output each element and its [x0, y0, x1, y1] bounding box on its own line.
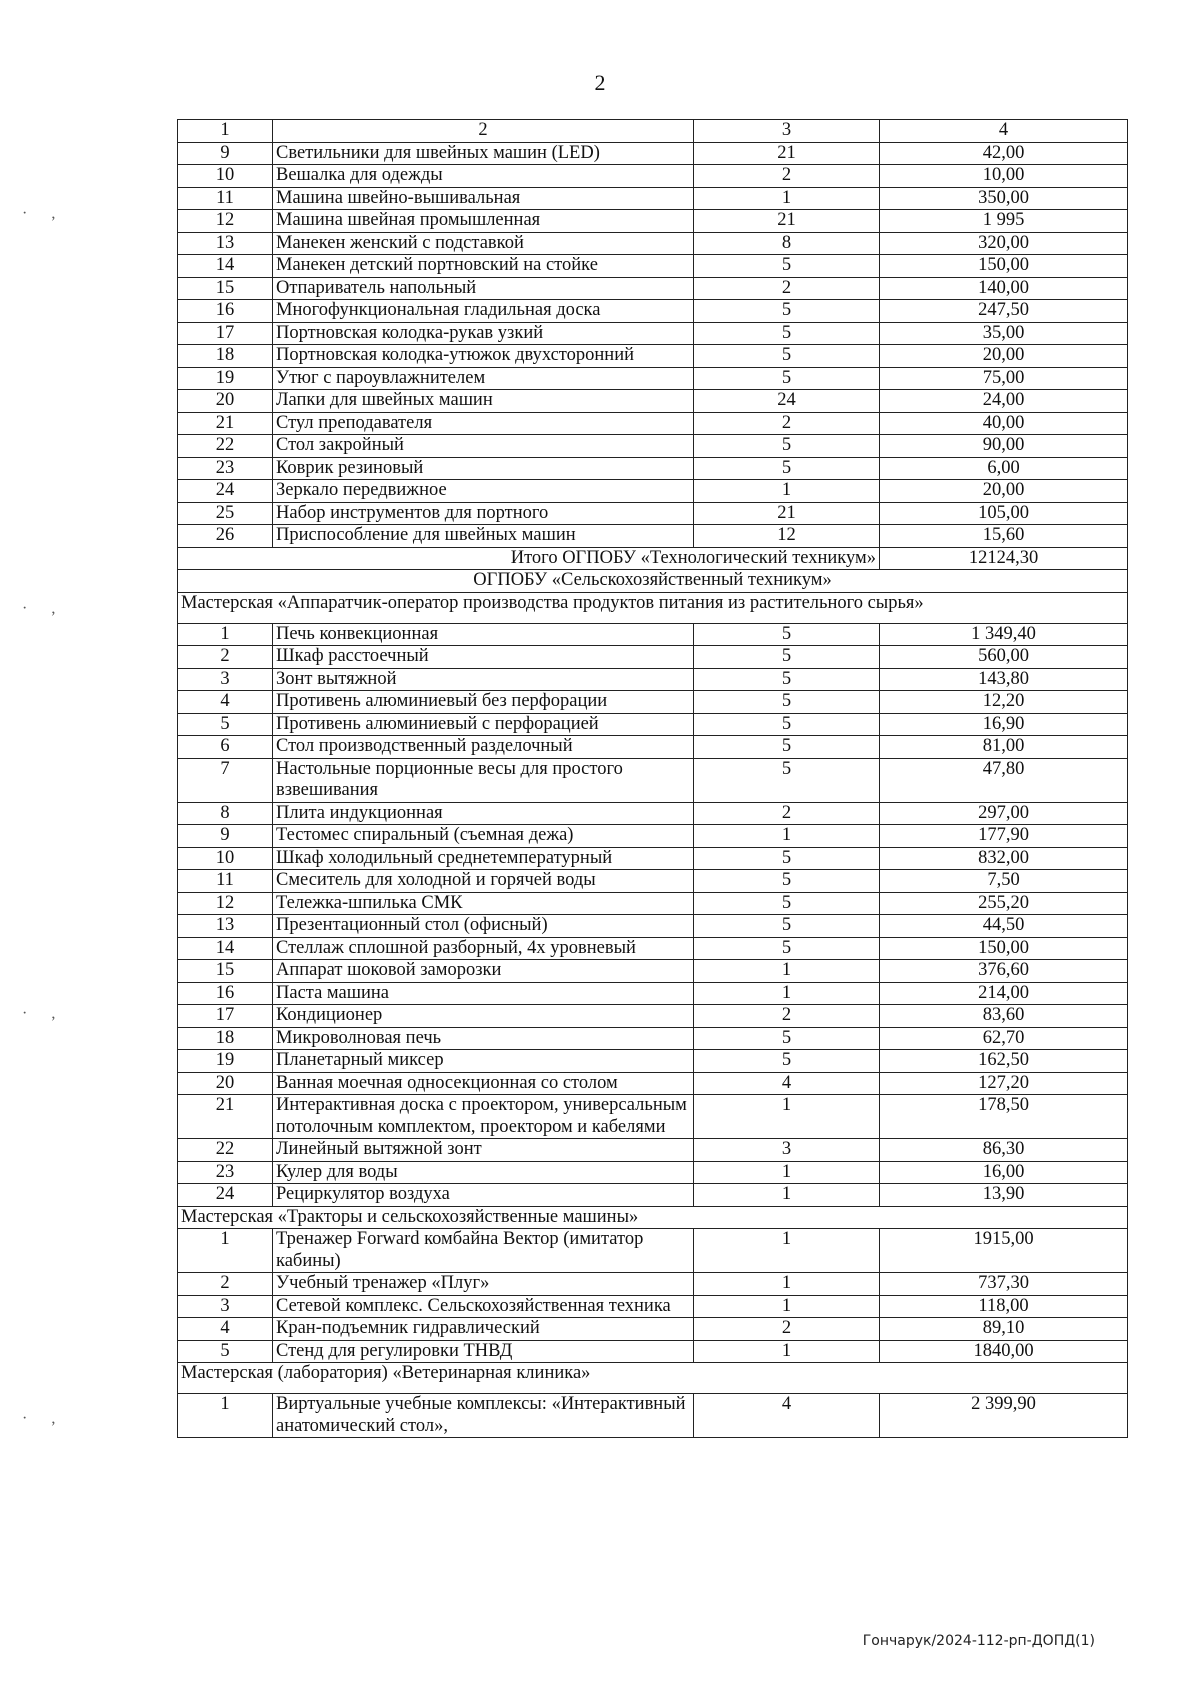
item-amount: 118,00: [880, 1295, 1128, 1318]
item-name: Презентационный стол (офисный): [273, 915, 694, 938]
section-title: Мастерская «Аппаратчик-оператор производства продуктов питания из растительного сырья»: [178, 592, 1128, 623]
item-amount: 150,00: [880, 255, 1128, 278]
item-amount: 83,60: [880, 1005, 1128, 1028]
table-row: [178, 435, 1128, 458]
row-number: 14: [178, 937, 273, 960]
row-number: 1: [178, 1229, 273, 1273]
scan-margin-mark: · ,: [22, 1005, 66, 1022]
scan-margin-mark: · ,: [22, 1410, 66, 1427]
item-quantity: 5: [694, 758, 880, 802]
row-number: 2: [178, 646, 273, 669]
table-row: [178, 525, 1128, 548]
item-amount: 20,00: [880, 345, 1128, 368]
item-quantity: 5: [694, 736, 880, 759]
row-number: 14: [178, 255, 273, 278]
item-quantity: 5: [694, 1050, 880, 1073]
table-row: [178, 1072, 1128, 1095]
row-number: 15: [178, 960, 273, 983]
item-amount: 7,50: [880, 870, 1128, 893]
item-amount: 40,00: [880, 412, 1128, 435]
item-quantity: 2: [694, 277, 880, 300]
item-amount: 247,50: [880, 300, 1128, 323]
row-number: 13: [178, 915, 273, 938]
item-quantity: 1: [694, 1184, 880, 1207]
item-quantity: 5: [694, 457, 880, 480]
table-row: [178, 1161, 1128, 1184]
table-row: [178, 142, 1128, 165]
item-quantity: 21: [694, 142, 880, 165]
scan-margin-mark: · ,: [22, 600, 66, 617]
item-quantity: 1: [694, 1161, 880, 1184]
row-number: 20: [178, 390, 273, 413]
item-name: Манекен детский портновский на стойке: [273, 255, 694, 278]
column-header-row: [178, 120, 1128, 143]
section-title: Мастерская (лаборатория) «Ветеринарная клиника»: [178, 1363, 1128, 1394]
table-row: [178, 345, 1128, 368]
item-amount: 1840,00: [880, 1340, 1128, 1363]
scan-margin-mark: · ,: [22, 205, 66, 222]
table-row: [178, 825, 1128, 848]
item-quantity: 5: [694, 847, 880, 870]
row-number: 22: [178, 435, 273, 458]
item-amount: 2 399,90: [880, 1394, 1128, 1438]
item-quantity: 1: [694, 1340, 880, 1363]
row-number: 4: [178, 691, 273, 714]
item-name: Набор инструментов для портного: [273, 502, 694, 525]
table-row: [178, 277, 1128, 300]
item-amount: 177,90: [880, 825, 1128, 848]
row-number: 23: [178, 1161, 273, 1184]
equipment-table: [177, 119, 1128, 1438]
item-amount: 44,50: [880, 915, 1128, 938]
row-number: 1: [178, 1394, 273, 1438]
item-amount: 90,00: [880, 435, 1128, 458]
total-row: [178, 547, 1128, 570]
row-number: 11: [178, 187, 273, 210]
item-name: Стеллаж сплошной разборный, 4х уровневый: [273, 937, 694, 960]
item-quantity: 5: [694, 345, 880, 368]
item-quantity: 1: [694, 1095, 880, 1139]
item-name: Портновская колодка-рукав узкий: [273, 322, 694, 345]
column-header: 4: [880, 120, 1128, 143]
row-number: 7: [178, 758, 273, 802]
row-number: 21: [178, 1095, 273, 1139]
item-name: Стул преподавателя: [273, 412, 694, 435]
item-quantity: 4: [694, 1072, 880, 1095]
item-quantity: 1: [694, 480, 880, 503]
item-name: Рециркулятор воздуха: [273, 1184, 694, 1207]
row-number: 6: [178, 736, 273, 759]
table-row: [178, 1184, 1128, 1207]
item-amount: 20,00: [880, 480, 1128, 503]
column-header: 1: [178, 120, 273, 143]
table-row: [178, 1273, 1128, 1296]
item-amount: 560,00: [880, 646, 1128, 669]
table-row: [178, 915, 1128, 938]
table-row: [178, 668, 1128, 691]
item-name: Многофункциональная гладильная доска: [273, 300, 694, 323]
item-quantity: 5: [694, 435, 880, 458]
table-row: [178, 1229, 1128, 1273]
row-number: 8: [178, 802, 273, 825]
row-number: 23: [178, 457, 273, 480]
row-number: 18: [178, 1027, 273, 1050]
table-row: [178, 502, 1128, 525]
item-name: Кондиционер: [273, 1005, 694, 1028]
item-amount: 42,00: [880, 142, 1128, 165]
item-amount: 178,50: [880, 1095, 1128, 1139]
row-number: 18: [178, 345, 273, 368]
section-row: [178, 1363, 1128, 1394]
item-name: Кран-подъемник гидравлический: [273, 1318, 694, 1341]
row-number: 11: [178, 870, 273, 893]
row-number: 17: [178, 322, 273, 345]
item-name: Утюг с пароувлажнителем: [273, 367, 694, 390]
table-row: [178, 937, 1128, 960]
item-amount: 297,00: [880, 802, 1128, 825]
item-quantity: 5: [694, 668, 880, 691]
item-name: Шкаф расстоечный: [273, 646, 694, 669]
row-number: 19: [178, 1050, 273, 1073]
table-row: [178, 1318, 1128, 1341]
table-row: [178, 1050, 1128, 1073]
table-row: [178, 758, 1128, 802]
item-amount: 35,00: [880, 322, 1128, 345]
item-name: Ванная моечная односекционная со столом: [273, 1072, 694, 1095]
organization-name: ОГПОБУ «Сельскохозяйственный техникум»: [178, 570, 1128, 593]
item-amount: 140,00: [880, 277, 1128, 300]
table-row: [178, 1139, 1128, 1162]
table-row: [178, 623, 1128, 646]
row-number: 3: [178, 1295, 273, 1318]
item-amount: 81,00: [880, 736, 1128, 759]
table-row: [178, 367, 1128, 390]
item-amount: 15,60: [880, 525, 1128, 548]
table-row: [178, 1394, 1128, 1438]
table-row: [178, 412, 1128, 435]
row-number: 2: [178, 1273, 273, 1296]
item-amount: 162,50: [880, 1050, 1128, 1073]
item-amount: 105,00: [880, 502, 1128, 525]
item-quantity: 5: [694, 322, 880, 345]
section-row: [178, 1206, 1128, 1229]
table-row: [178, 1095, 1128, 1139]
item-quantity: 5: [694, 691, 880, 714]
table-row: [178, 646, 1128, 669]
item-quantity: 5: [694, 367, 880, 390]
table-row: [178, 960, 1128, 983]
item-quantity: 5: [694, 713, 880, 736]
item-amount: 376,60: [880, 960, 1128, 983]
total-amount: 12124,30: [880, 547, 1128, 570]
item-amount: 6,00: [880, 457, 1128, 480]
item-name: Планетарный миксер: [273, 1050, 694, 1073]
row-number: 10: [178, 847, 273, 870]
row-number: 17: [178, 1005, 273, 1028]
table-row: [178, 802, 1128, 825]
item-quantity: 21: [694, 210, 880, 233]
table-row: [178, 1295, 1128, 1318]
item-quantity: 4: [694, 1394, 880, 1438]
item-name: Смеситель для холодной и горячей воды: [273, 870, 694, 893]
item-name: Приспособление для швейных машин: [273, 525, 694, 548]
table-row: [178, 691, 1128, 714]
organization-row: [178, 570, 1128, 593]
row-number: 5: [178, 1340, 273, 1363]
item-quantity: 2: [694, 165, 880, 188]
item-quantity: 1: [694, 960, 880, 983]
row-number: 21: [178, 412, 273, 435]
row-number: 1: [178, 623, 273, 646]
section-row: [178, 592, 1128, 623]
item-name: Отпариватель напольный: [273, 277, 694, 300]
row-number: 15: [178, 277, 273, 300]
item-name: Аппарат шоковой заморозки: [273, 960, 694, 983]
row-number: 9: [178, 142, 273, 165]
item-quantity: 24: [694, 390, 880, 413]
item-quantity: 2: [694, 802, 880, 825]
item-name: Машина швейно-вышивальная: [273, 187, 694, 210]
row-number: 26: [178, 525, 273, 548]
table-row: [178, 892, 1128, 915]
table-row: [178, 232, 1128, 255]
item-quantity: 8: [694, 232, 880, 255]
item-amount: 62,70: [880, 1027, 1128, 1050]
item-quantity: 2: [694, 1005, 880, 1028]
item-quantity: 1: [694, 982, 880, 1005]
row-number: 24: [178, 1184, 273, 1207]
item-name: Печь конвекционная: [273, 623, 694, 646]
row-number: 12: [178, 892, 273, 915]
item-name: Коврик резиновый: [273, 457, 694, 480]
item-amount: 13,90: [880, 1184, 1128, 1207]
item-amount: 143,80: [880, 668, 1128, 691]
item-name: Противень алюминиевый с перфорацией: [273, 713, 694, 736]
column-header: 2: [273, 120, 694, 143]
item-name: Зонт вытяжной: [273, 668, 694, 691]
item-amount: 320,00: [880, 232, 1128, 255]
item-quantity: 5: [694, 1027, 880, 1050]
row-number: 24: [178, 480, 273, 503]
item-amount: 127,20: [880, 1072, 1128, 1095]
row-number: 4: [178, 1318, 273, 1341]
item-name: Стенд для регулировки ТНВД: [273, 1340, 694, 1363]
section-title: Мастерская «Тракторы и сельскохозяйственные машины»: [178, 1206, 1128, 1229]
table-row: [178, 736, 1128, 759]
item-quantity: 5: [694, 892, 880, 915]
item-quantity: 5: [694, 300, 880, 323]
item-amount: 832,00: [880, 847, 1128, 870]
item-amount: 10,00: [880, 165, 1128, 188]
item-name: Портновская колодка-утюжок двухсторонний: [273, 345, 694, 368]
item-amount: 12,20: [880, 691, 1128, 714]
table-row: [178, 982, 1128, 1005]
item-name: Шкаф холодильный среднетемпературный: [273, 847, 694, 870]
row-number: 3: [178, 668, 273, 691]
item-name: Машина швейная промышленная: [273, 210, 694, 233]
item-amount: 737,30: [880, 1273, 1128, 1296]
table-row: [178, 322, 1128, 345]
item-name: Настольные порционные весы для простого взвешивания: [273, 758, 694, 802]
table-row: [178, 847, 1128, 870]
item-name: Стол закройный: [273, 435, 694, 458]
item-name: Тестомес спиральный (съемная дежа): [273, 825, 694, 848]
item-quantity: 5: [694, 255, 880, 278]
item-amount: 16,00: [880, 1161, 1128, 1184]
item-name: Интерактивная доска с проектором, универсальным потолочным комплектом, проектором и кабелями: [273, 1095, 694, 1139]
item-quantity: 2: [694, 1318, 880, 1341]
row-number: 12: [178, 210, 273, 233]
row-number: 20: [178, 1072, 273, 1095]
table-row: [178, 300, 1128, 323]
row-number: 16: [178, 982, 273, 1005]
item-quantity: 21: [694, 502, 880, 525]
item-name: Сетевой комплекс. Сельскохозяйственная техника: [273, 1295, 694, 1318]
item-amount: 214,00: [880, 982, 1128, 1005]
item-amount: 47,80: [880, 758, 1128, 802]
item-name: Лапки для швейных машин: [273, 390, 694, 413]
row-number: 22: [178, 1139, 273, 1162]
item-quantity: 5: [694, 623, 880, 646]
item-name: Манекен женский с подставкой: [273, 232, 694, 255]
table-row: [178, 480, 1128, 503]
item-quantity: 5: [694, 870, 880, 893]
item-amount: 1915,00: [880, 1229, 1128, 1273]
row-number: 25: [178, 502, 273, 525]
item-quantity: 3: [694, 1139, 880, 1162]
item-amount: 24,00: [880, 390, 1128, 413]
row-number: 9: [178, 825, 273, 848]
document-code: Гончарук/2024-112-рп-ДОПД(1): [862, 1633, 1095, 1649]
item-name: Вешалка для одежды: [273, 165, 694, 188]
item-quantity: 1: [694, 1295, 880, 1318]
item-name: Противень алюминиевый без перфорации: [273, 691, 694, 714]
item-amount: 150,00: [880, 937, 1128, 960]
item-name: Кулер для воды: [273, 1161, 694, 1184]
item-amount: 86,30: [880, 1139, 1128, 1162]
table-body: [178, 120, 1128, 1438]
table-row: [178, 187, 1128, 210]
item-quantity: 1: [694, 1273, 880, 1296]
row-number: 13: [178, 232, 273, 255]
table-row: [178, 713, 1128, 736]
item-name: Светильники для швейных машин (LED): [273, 142, 694, 165]
item-name: Тренажер Forward комбайна Вектор (имитатор кабины): [273, 1229, 694, 1273]
item-name: Виртуальные учебные комплексы: «Интерактивный анатомический стол»,: [273, 1394, 694, 1438]
table-row: [178, 165, 1128, 188]
table-row: [178, 457, 1128, 480]
table-row: [178, 390, 1128, 413]
item-quantity: 5: [694, 915, 880, 938]
column-header: 3: [694, 120, 880, 143]
item-name: Плита индукционная: [273, 802, 694, 825]
item-amount: 1 995: [880, 210, 1128, 233]
item-name: Микроволновая печь: [273, 1027, 694, 1050]
item-name: Паста машина: [273, 982, 694, 1005]
table-row: [178, 1027, 1128, 1050]
total-label: Итого ОГПОБУ «Технологический техникум»: [178, 547, 880, 570]
item-quantity: 1: [694, 825, 880, 848]
table-row: [178, 1005, 1128, 1028]
item-name: Стол производственный разделочный: [273, 736, 694, 759]
table-row: [178, 210, 1128, 233]
table-row: [178, 870, 1128, 893]
item-amount: 89,10: [880, 1318, 1128, 1341]
item-amount: 350,00: [880, 187, 1128, 210]
item-quantity: 1: [694, 1229, 880, 1273]
item-quantity: 5: [694, 937, 880, 960]
item-amount: 255,20: [880, 892, 1128, 915]
row-number: 19: [178, 367, 273, 390]
item-name: Учебный тренажер «Плуг»: [273, 1273, 694, 1296]
item-quantity: 5: [694, 646, 880, 669]
item-amount: 75,00: [880, 367, 1128, 390]
table-row: [178, 1340, 1128, 1363]
item-quantity: 1: [694, 187, 880, 210]
item-name: Зеркало передвижное: [273, 480, 694, 503]
row-number: 16: [178, 300, 273, 323]
item-amount: 1 349,40: [880, 623, 1128, 646]
item-amount: 16,90: [880, 713, 1128, 736]
item-name: Линейный вытяжной зонт: [273, 1139, 694, 1162]
row-number: 5: [178, 713, 273, 736]
page-number: 2: [594, 70, 606, 95]
item-name: Тележка-шпилька СМК: [273, 892, 694, 915]
item-quantity: 12: [694, 525, 880, 548]
row-number: 10: [178, 165, 273, 188]
table-row: [178, 255, 1128, 278]
item-quantity: 2: [694, 412, 880, 435]
